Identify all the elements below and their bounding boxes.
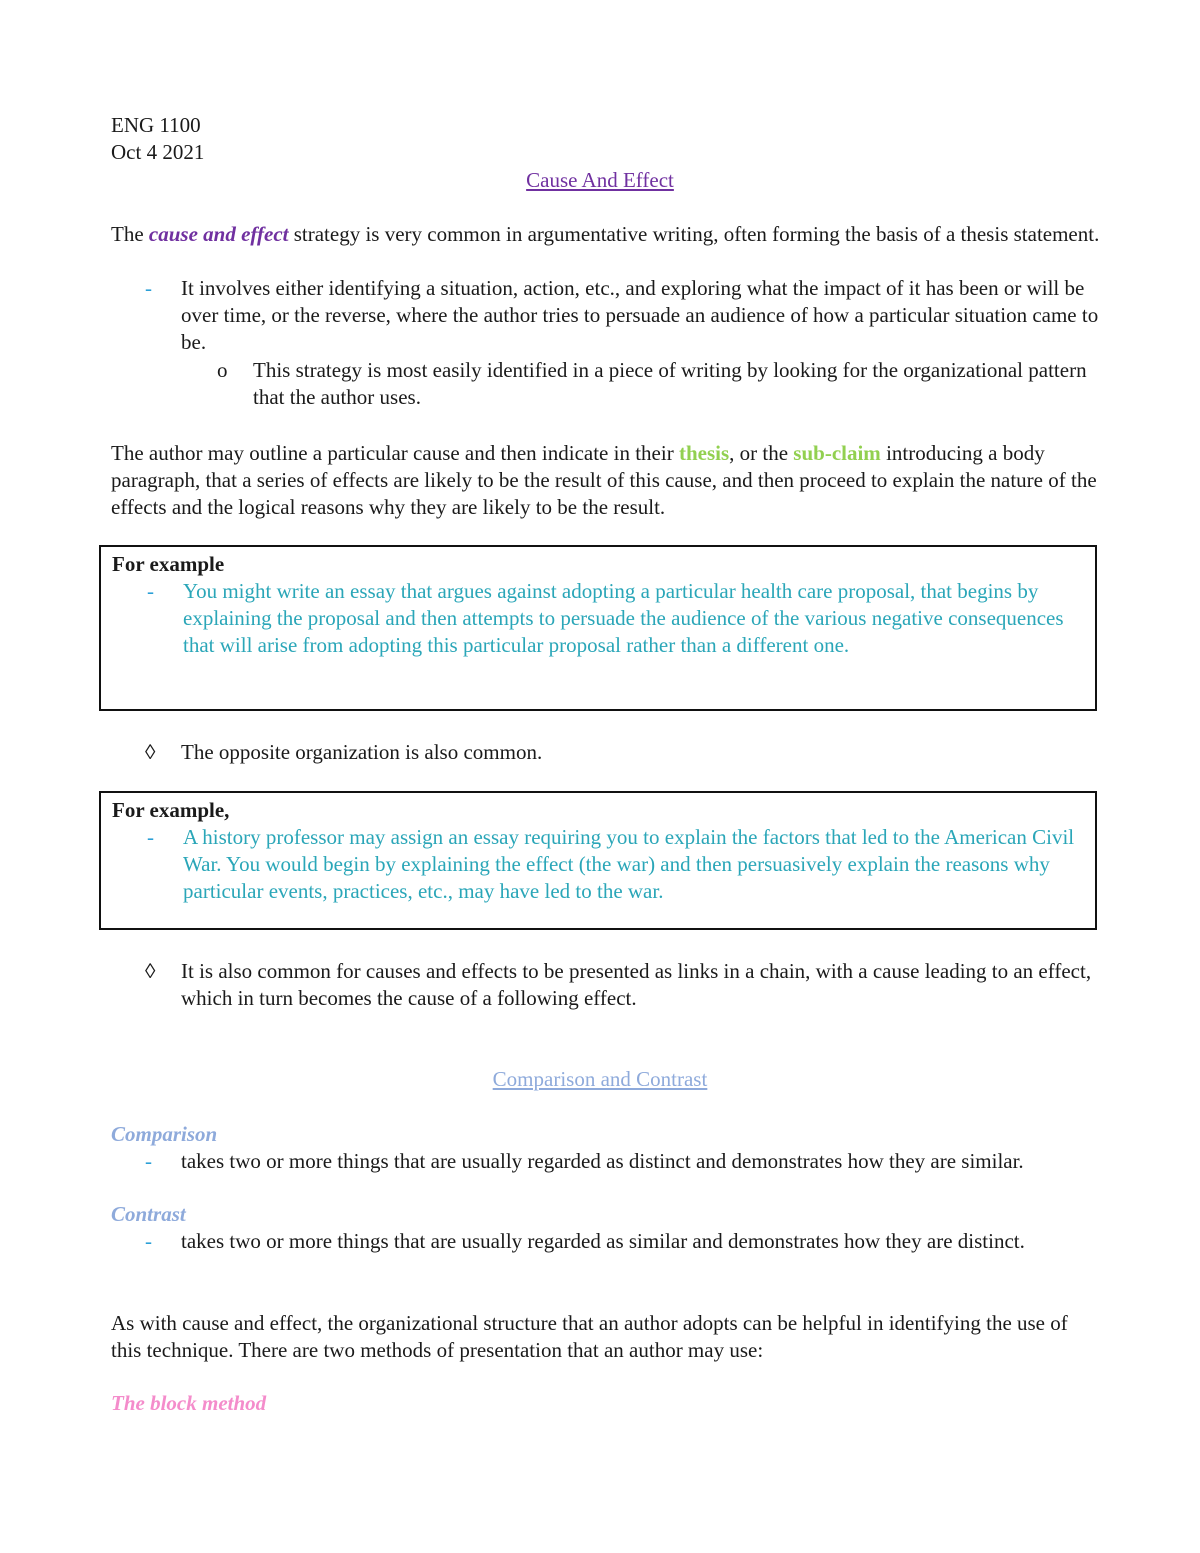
sub-bullet-text: This strategy is most easily identified in a piece of writing by looking for the organizational pattern that the author uses. [253, 358, 1087, 409]
intro-post: strategy is very common in argumentative writing, often forming the basis of a thesis statement. [288, 222, 1100, 246]
dash-bullet-marker: - [147, 579, 154, 603]
date-line: Oct 4 2021 [111, 140, 205, 164]
example-text: A history professor may assign an essay requiring you to explain the factors that led to the American Civil War. You would begin by explaining the effect (the war) and then persuasively explain the reasons why particular events, practices, etc., may have led to the war. [183, 825, 1075, 903]
example-text: You might write an essay that argues against adopting a particular health care proposal, that begins by explaining the proposal and then attempts to persuade the audience of the various negative consequences that will arise from adopting this particular proposal rather than a different one. [183, 579, 1064, 657]
section-title-comparison-contrast: Comparison and Contrast [492, 1067, 708, 1091]
contrast-text: takes two or more things that are usually regarded as similar and demonstrates how they are distinct. [181, 1229, 1025, 1253]
intro-pre: The [111, 222, 149, 246]
course-code: ENG 1100 [111, 113, 201, 137]
example-label: For example, [112, 798, 230, 822]
methods-paragraph: As with cause and effect, the organizational structure that an author adopts can be helpful in identifying the use of this technique. There are two methods of presentation that an author may use: [111, 1311, 1068, 1362]
example-box [99, 545, 1097, 711]
para-text-a: The author may outline a particular cause and then indicate in their [111, 441, 679, 465]
dash-bullet-marker: - [147, 825, 154, 849]
term-cause-and-effect: cause and effect [148, 222, 289, 246]
dash-bullet-marker: - [145, 1229, 152, 1253]
example-label: For example [112, 552, 225, 576]
diamond-bullet-marker: ◊ [145, 959, 156, 983]
example-box [99, 791, 1097, 930]
cause-paragraph [111, 440, 1101, 521]
section-title-cause-effect: Cause And Effect [526, 168, 674, 192]
dash-bullet-marker: - [145, 276, 152, 300]
diamond-bullet-text: It is also common for causes and effects to be presented as links in a chain, with a cause leading to an effect, which in turn becomes the cause of a following effect. [181, 959, 1092, 1010]
term-sub-claim: sub-claim [793, 441, 881, 465]
diamond-bullet-marker: ◊ [145, 740, 156, 764]
block-method-heading: The block method [111, 1391, 267, 1415]
para-text-b: , or the [729, 441, 794, 465]
term-thesis: thesis [678, 441, 730, 465]
para-text-c: introducing a body paragraph, that a series of effects are likely to be the result of this cause, and then proceed to explain the nature of the effects and the logical reasons why they are likely to be the result. [111, 441, 1097, 519]
circle-bullet-marker: o [217, 358, 228, 382]
contrast-label: Contrast [111, 1202, 186, 1226]
intro-paragraph [111, 221, 1101, 248]
diamond-bullet-text: The opposite organization is also common. [181, 740, 543, 764]
dash-bullet-marker: - [145, 1149, 152, 1173]
bullet-text: It involves either identifying a situation, action, etc., and exploring what the impact of it has been or will be over time, or the reverse, where the author tries to persuade an audience of how a particular situation came to be. [181, 276, 1099, 354]
comparison-label: Comparison [111, 1122, 218, 1146]
comparison-text: takes two or more things that are usually regarded as distinct and demonstrates how they are similar. [181, 1149, 1024, 1173]
